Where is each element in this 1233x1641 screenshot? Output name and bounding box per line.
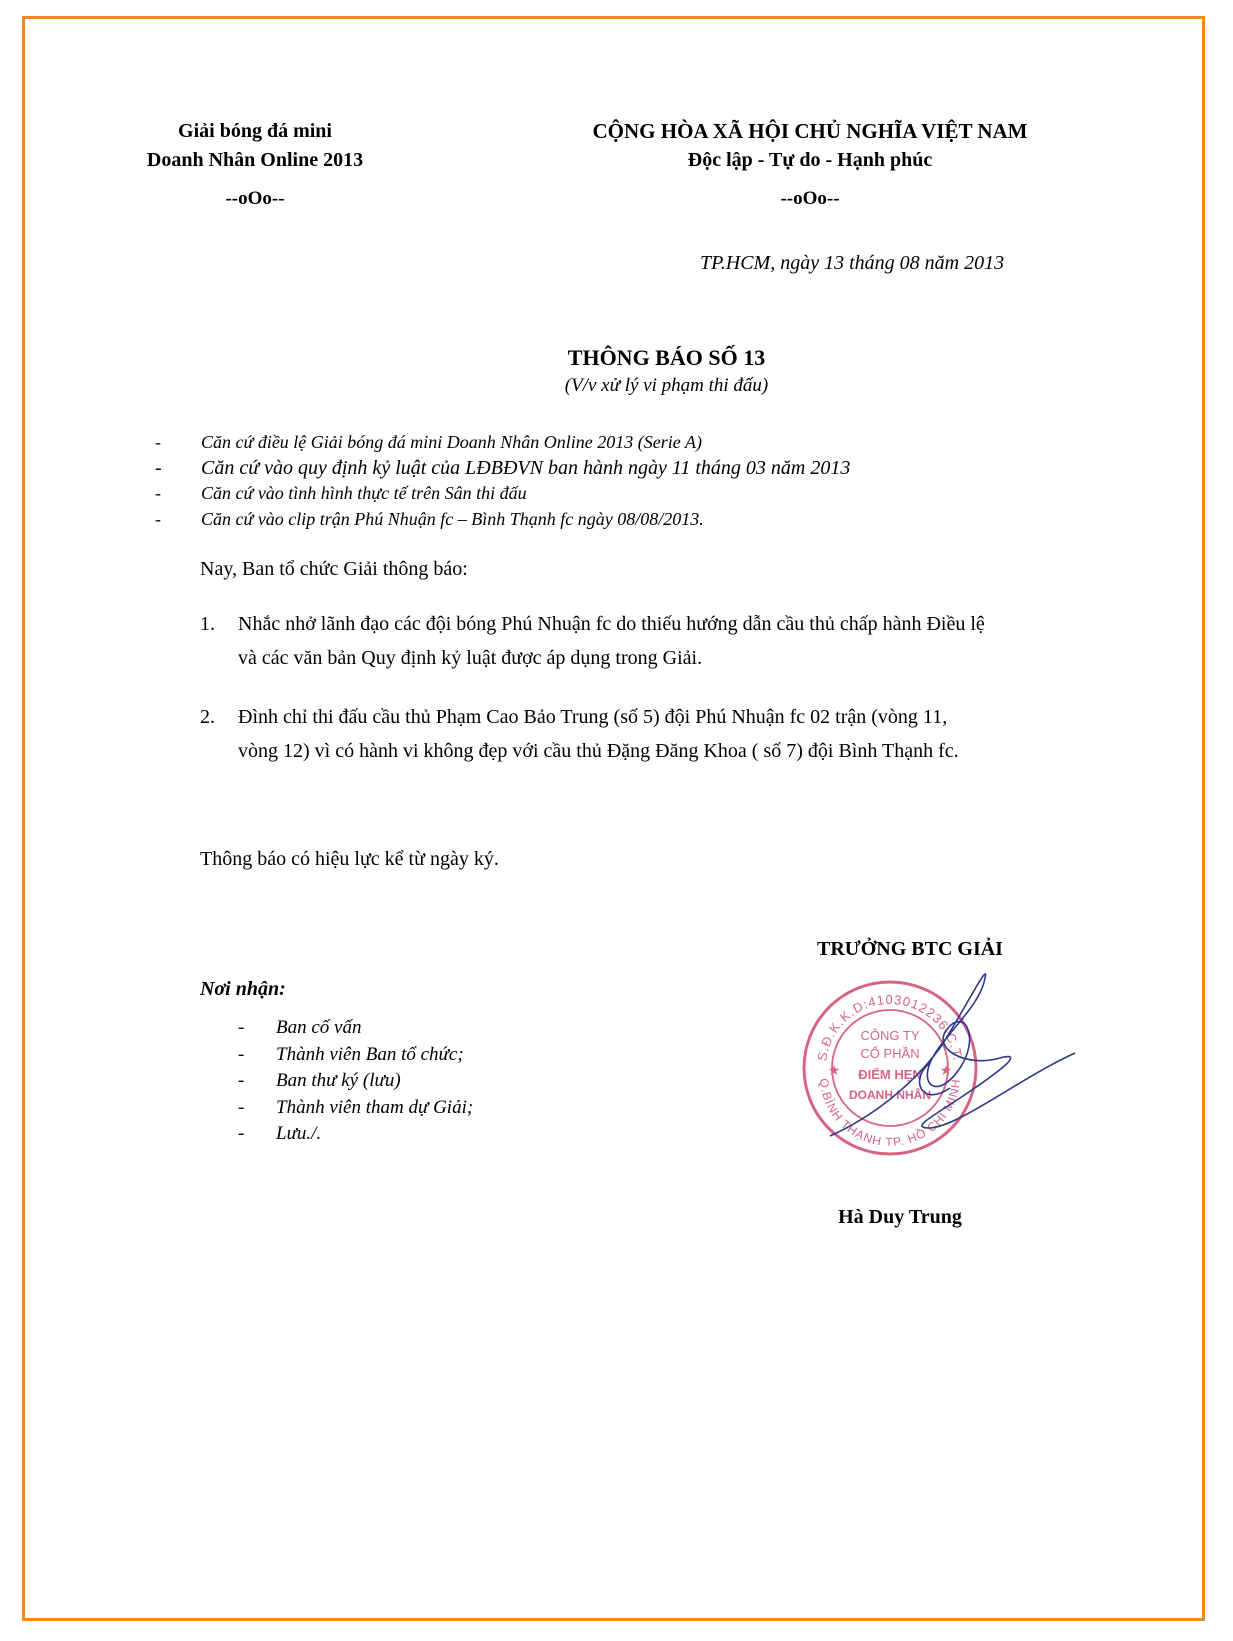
bullet-dash: -	[155, 508, 161, 529]
bullet-dash: -	[238, 1017, 245, 1038]
decision-item-1	[200, 607, 1120, 675]
effective-statement: Thông báo có hiệu lực kể từ ngày ký.	[200, 848, 499, 870]
recipient-text: Ban cố vấn	[276, 1017, 362, 1038]
recipient-text: Ban thư ký (lưu)	[276, 1070, 401, 1091]
legal-basis-text: Căn cứ vào quy định kỷ luật của LĐBĐVN ban hành ngày 11 tháng 03 năm 2013	[201, 456, 851, 479]
intro-text: Nay, Ban tổ chức Giải thông báo:	[200, 558, 468, 580]
legal-basis-item	[155, 430, 1055, 456]
legal-basis-item	[155, 481, 1055, 507]
notice-subtitle: (V/v xử lý vi phạm thi đấu)	[564, 375, 769, 396]
signature-title: TRƯỞNG BTC GIẢI	[817, 938, 1003, 960]
recipients-label: Nơi nhận:	[200, 978, 286, 1000]
bullet-dash: -	[155, 432, 161, 452]
item-number: 1.	[200, 613, 215, 635]
recipient-item	[238, 1015, 473, 1042]
legal-basis-item	[155, 456, 1055, 482]
organizer-heading	[100, 117, 410, 175]
item-number: 2.	[200, 706, 215, 728]
recipient-item	[238, 1121, 473, 1148]
national-separator: --oOo--	[780, 188, 840, 209]
stamp-line-2: CỔ PHẦN	[860, 1046, 920, 1061]
stamp-ring-bottom-text: Q.BÌNH THẠNH TP. HỒ CHÍ MINH	[816, 1077, 964, 1150]
national-heading	[540, 117, 1080, 175]
stamp-ring-top-text: S.Đ.K.K.D:4103012236-C.T.	[814, 991, 966, 1063]
national-motto-line-2: Độc lập - Tự do - Hạnh phúc	[687, 149, 933, 171]
signer-name: Hà Duy Trung	[838, 1206, 962, 1228]
organizer-line-1: Giải bóng đá mini	[178, 120, 332, 142]
notice-title: THÔNG BÁO SỐ 13	[567, 345, 766, 370]
page-border	[22, 16, 1205, 1621]
recipient-text: Thành viên tham dự Giải;	[276, 1096, 474, 1118]
recipient-item	[238, 1042, 473, 1069]
legal-basis-text: Căn cứ vào clip trận Phú Nhuận fc – Bình Thạnh fc ngày 08/08/2013.	[201, 508, 704, 529]
item-line-1: Nhắc nhở lãnh đạo các đội bóng Phú Nhuận fc do thiếu hướng dẫn cầu thủ chấp hành Điều lệ	[238, 613, 985, 635]
recipient-text: Thành viên Ban tổ chức;	[276, 1043, 464, 1065]
stamp-line-1: CÔNG TY	[860, 1028, 920, 1043]
organizer-line-2: Doanh Nhân Online 2013	[146, 149, 364, 171]
organizer-separator: --oOo--	[225, 188, 285, 209]
recipient-item	[238, 1095, 473, 1122]
stamp-star-left: ★	[827, 1064, 841, 1079]
item-line-2: và các văn bản Quy định kỷ luật được áp dụng trong Giải.	[238, 647, 703, 669]
bullet-dash: -	[238, 1070, 245, 1091]
national-motto-line-1: CỘNG HÒA XÃ HỘI CHỦ NGHĨA VIỆT NAM	[592, 119, 1028, 143]
legal-basis-item	[155, 507, 1055, 533]
decision-item-2	[200, 700, 1120, 768]
recipients-list	[238, 1015, 473, 1148]
stamp-star-right: ★	[939, 1064, 953, 1079]
item-line-2: vòng 12) vì có hành vi không đẹp với cầu thủ Đặng Đăng Khoa ( số 7) đội Bình Thạnh fc.	[238, 740, 959, 762]
legal-basis-list	[155, 430, 1055, 532]
recipient-text: Lưu./.	[276, 1123, 322, 1144]
bullet-dash: -	[238, 1096, 245, 1118]
stamp-line-4: DOANH NHÂN	[849, 1088, 931, 1102]
bullet-dash: -	[155, 456, 162, 479]
legal-basis-text: Căn cứ vào tình hình thực tế trên Sân thi đấu	[201, 483, 527, 503]
bullet-dash: -	[238, 1123, 245, 1144]
item-line-1: Đình chỉ thi đấu cầu thủ Phạm Cao Bảo Trung (số 5) đội Phú Nhuận fc 02 trận (vòng 11,	[238, 706, 948, 728]
company-stamp	[790, 968, 1090, 1168]
recipient-item	[238, 1068, 473, 1095]
stamp-line-3: ĐIỂM HẸN	[858, 1067, 922, 1082]
bullet-dash: -	[155, 483, 161, 503]
date-line: TP.HCM, ngày 13 tháng 08 năm 2013	[700, 252, 1005, 274]
legal-basis-text: Căn cứ điều lệ Giải bóng đá mini Doanh Nhân Online 2013 (Serie A)	[201, 432, 702, 452]
bullet-dash: -	[238, 1043, 245, 1065]
